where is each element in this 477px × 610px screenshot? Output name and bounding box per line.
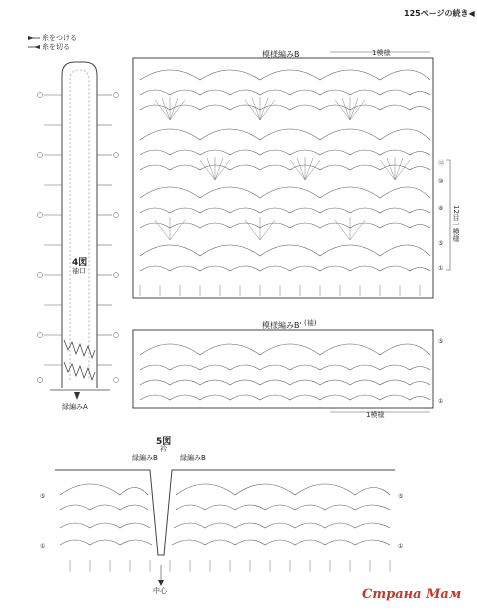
- watermark: Страна Мам: [362, 587, 462, 602]
- figure4-label: 4図: [72, 258, 88, 268]
- figure5-center-label: 中心: [153, 587, 167, 595]
- patternB-repeat-label: 1模様: [372, 49, 391, 57]
- patternB-row-12: ⑫: [438, 160, 445, 167]
- patternB2-title-note: (袖): [304, 319, 317, 327]
- patternB-row-5: ⑤: [438, 240, 444, 247]
- patternB2-row-5: ⑤: [438, 338, 444, 345]
- figure5-left-row-1: ①: [40, 543, 46, 550]
- figure5-sublabel: 衿: [160, 445, 167, 453]
- patternB-title: 模様編みB: [262, 50, 300, 59]
- legend-cut-yarn: 糸を切る: [42, 43, 70, 51]
- patternB-repeat-side: 12目一模様: [452, 205, 460, 242]
- patternB-row-10: ⑩: [438, 178, 444, 185]
- patternB2-row-1: ①: [438, 398, 444, 405]
- figure4-bottom-label: 緑編みA: [62, 403, 88, 411]
- figure5-label: 5図: [156, 437, 172, 447]
- legend-attach-yarn: 糸をつける: [42, 34, 77, 42]
- figure4-sublabel: 袖口: [72, 267, 86, 275]
- figure5-right-row-5: ⑤: [398, 493, 404, 500]
- patternB2-title: 模様編みB': [262, 321, 302, 330]
- page-reference: 125ページの続き◀: [404, 9, 475, 18]
- patternB-row-8: ⑧: [438, 205, 444, 212]
- figure5-right-row-1: ①: [398, 543, 404, 550]
- figure5-left-tag: 緑編みB: [132, 454, 158, 462]
- figure5-right-tag: 緑編みB: [180, 454, 206, 462]
- patternB2-repeat-label: 1模様: [366, 411, 385, 419]
- patternB-row-1: ①: [438, 265, 444, 272]
- figure5-left-row-5: ⑤: [40, 493, 46, 500]
